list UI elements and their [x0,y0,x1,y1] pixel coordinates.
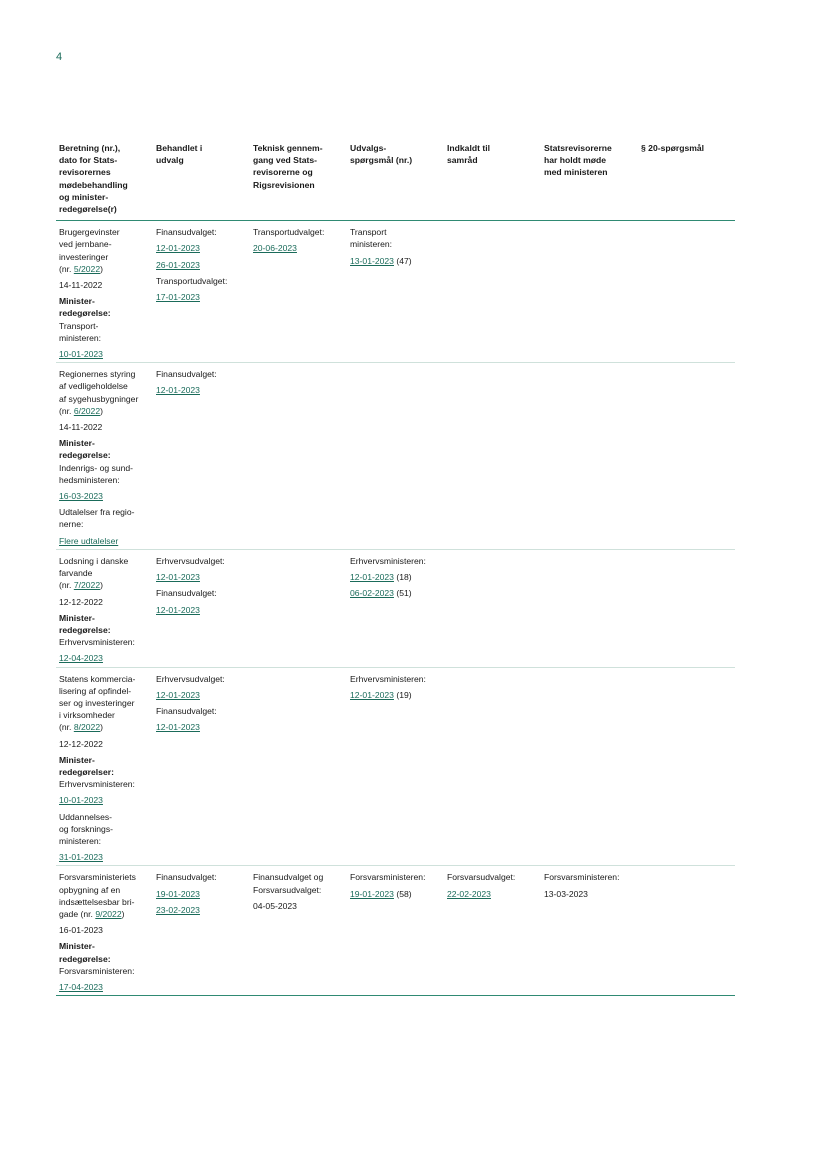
statement-link [59,652,151,664]
committee-label: Erhvervsudvalget: [156,555,225,566]
column-header [56,142,153,221]
report-number: (nr. 8/2022) [59,722,103,733]
date-link[interactable]: 23-02-2023 [156,904,200,915]
column-header-line: revisorerne og [253,167,313,178]
technical-text: 04-05-2023 [253,900,297,911]
meeting-cell [541,667,638,866]
questions-text: ministeren: [350,239,393,250]
report-date: 14-11-2022 [59,422,103,433]
question-date-link[interactable]: 12-01-2023 [350,689,394,700]
committee-date [156,689,248,701]
question-number: (19) [396,689,412,700]
committee-date [156,904,248,916]
questions-text: Erhvervsministeren: [350,673,426,684]
questions-cell [347,221,444,363]
date-link[interactable]: 12-04-2023 [59,653,103,664]
statement-text: Udtalelser fra regio- [59,507,135,518]
statement-text: og forsknings- [59,823,113,834]
report-title-line: Brugergevinster [59,227,120,238]
question-date-link[interactable]: 06-02-2023 [350,588,394,599]
samraad-cell [444,363,541,550]
meeting-cell [541,221,638,363]
report-date: 12-12-2022 [59,738,103,749]
report-title-line: indsættelsesbar bri- [59,896,135,907]
report-number: (nr. 7/2022) [59,580,103,591]
date-link[interactable]: 10-01-2023 [59,795,103,806]
statement-heading: redegørelse: [59,308,111,319]
question-entry [350,571,442,583]
committee-date [156,571,248,583]
question-number: (58) [396,888,412,899]
p20-cell [638,549,735,667]
column-header-line: mødebehandling [59,179,128,190]
committee-cell [153,221,250,363]
report-cell [56,866,153,996]
technical-cell [250,221,347,363]
question-number: (51) [396,588,412,599]
date-link[interactable]: 12-01-2023 [156,572,200,583]
statement-text: Indenrigs- og sund- [59,462,134,473]
questions-text: Forsvarsministeren: [350,872,426,883]
column-header-line: med ministeren [544,167,608,178]
report-title-line: investeringer [59,251,109,262]
technical-text: Forsvarsudvalget: [253,884,322,895]
questions-cell [347,363,444,550]
samraad-date [447,888,539,900]
question-date-link[interactable]: 19-01-2023 [350,888,394,899]
report-number-link[interactable]: 8/2022 [73,722,101,733]
technical-text: Transportudvalget: [253,227,325,238]
statement-link [59,794,151,806]
table-header-row [56,142,735,221]
committee-date [156,291,248,303]
statement-link [59,851,151,863]
page-number: 4 [56,51,63,63]
report-title-line: opbygning af en [59,884,121,895]
table-body [56,221,735,996]
meeting-cell [541,549,638,667]
technical-text: Finansudvalget og [253,872,324,883]
column-header-line: gang ved Stats- [253,155,317,166]
committee-label: Finansudvalget: [156,227,217,238]
column-header [250,142,347,221]
date-link[interactable]: 17-01-2023 [156,292,200,303]
statement-heading: redegørelser: [59,766,114,777]
statement-heading: Minister- [59,438,95,449]
statement-heading: Minister- [59,296,95,307]
meeting-text: 13-03-2023 [544,888,588,899]
column-header-line: Teknisk gennem- [253,143,323,153]
samraad-cell [444,866,541,996]
table-row [56,667,735,866]
committee-label: Finansudvalget: [156,588,217,599]
committee-cell [153,866,250,996]
committee-cell [153,549,250,667]
report-number: (nr. 5/2022) [59,263,103,274]
statement-heading: redegørelse: [59,624,111,635]
questions-cell [347,549,444,667]
questions-cell [347,866,444,996]
committee-date [156,604,248,616]
committee-cell [153,667,250,866]
committee-label: Transportudvalget: [156,275,228,286]
date-link[interactable]: 10-01-2023 [59,349,103,360]
statement-link [59,348,151,360]
column-header-line: samråd [447,155,478,166]
report-title-line: lisering af opfindel- [59,685,132,696]
statement-link [59,490,151,502]
committee-label: Erhvervsudvalget: [156,673,225,684]
report-title-line: Regionernes styring [59,369,136,380]
report-number-link[interactable]: 7/2022 [73,580,101,591]
report-number-link[interactable]: 5/2022 [73,263,101,274]
samraad-cell [444,667,541,866]
question-date-link[interactable]: 13-01-2023 [350,255,394,266]
column-header-line: § 20-spørgsmål [641,143,705,153]
column-header [153,142,250,221]
report-table [56,142,735,996]
question-entry [350,888,442,900]
question-date-link[interactable]: 12-01-2023 [350,572,394,583]
report-date: 16-01-2023 [59,925,103,936]
column-header-line: Beretning (nr.), [59,143,121,153]
samraad-text: Forsvarsudvalget: [447,872,516,883]
date-link[interactable]: 22-02-2023 [447,888,491,899]
column-header-line: dato for Stats- [59,155,118,166]
p20-cell [638,866,735,996]
statement-text: hedsministeren: [59,474,120,485]
questions-text: Transport [350,227,387,238]
statement-text: ministeren: [59,835,102,846]
committee-date [156,721,248,733]
p20-cell [638,221,735,363]
report-title-line: af sygehusbygninger [59,393,139,404]
column-header [541,142,638,221]
questions-text: Erhvervsministeren: [350,555,426,566]
report-number: (nr. 6/2022) [59,405,103,416]
date-link[interactable]: 31-01-2023 [59,852,103,863]
report-title-line: Lodsning i danske [59,555,129,566]
technical-cell [250,667,347,866]
statement-link [59,535,151,547]
statement-heading: redegørelse: [59,450,111,461]
report-title-line: af vedligeholdelse [59,381,128,392]
date-link[interactable]: 12-01-2023 [156,385,200,396]
report-title-line: Forsvarsministeriets [59,872,136,883]
statement-text: Transport- [59,320,99,331]
date-link[interactable]: 12-01-2023 [156,243,200,254]
column-header-line: Indkaldt til [447,143,490,153]
column-header-line: og minister- [59,191,109,202]
report-title-line: ser og investeringer [59,697,135,708]
technical-cell [250,866,347,996]
date-link[interactable]: 16-03-2023 [59,491,103,502]
statement-heading: Minister- [59,941,95,952]
statement-heading: Minister- [59,754,95,765]
report-number: gade (nr. 9/2022) [59,908,125,919]
report-cell [56,363,153,550]
date-link[interactable]: 17-04-2023 [59,981,103,992]
column-header-line: Statsrevisorerne [544,143,612,153]
column-header-line: har holdt møde [544,155,607,166]
date-link[interactable]: 20-06-2023 [253,243,297,254]
technical-cell [250,549,347,667]
statement-heading: redegørelse: [59,953,111,964]
meeting-text: Forsvarsministeren: [544,872,620,883]
technical-date [253,242,345,254]
statement-text: Erhvervsministeren: [59,637,135,648]
report-number-link[interactable]: 6/2022 [73,405,101,416]
committee-label: Finansudvalget: [156,872,217,883]
table-row [56,866,735,996]
committee-date [156,888,248,900]
statement-link [59,981,151,993]
question-entry [350,587,442,599]
column-header [444,142,541,221]
report-cell [56,667,153,866]
report-title-line: Statens kommercia- [59,673,136,684]
report-cell [56,549,153,667]
report-title-line: i virksomheder [59,710,115,721]
question-number: (18) [396,572,412,583]
committee-date [156,259,248,271]
date-link[interactable]: 19-01-2023 [156,888,200,899]
committee-label: Finansudvalget: [156,369,217,380]
committee-date [156,242,248,254]
committee-cell [153,363,250,550]
table-row [56,549,735,667]
column-header-line: redegørelse(r) [59,204,117,215]
committee-date [156,384,248,396]
report-title-line: ved jernbane- [59,239,112,250]
statement-text: Uddannelses- [59,811,113,822]
samraad-cell [444,221,541,363]
column-header-line: Udvalgs- [350,143,387,153]
report-cell [56,221,153,363]
meeting-cell [541,363,638,550]
report-date: 12-12-2022 [59,596,103,607]
date-link[interactable]: 12-01-2023 [156,722,200,733]
column-header [638,142,735,221]
question-number: (47) [396,255,412,266]
report-date: 14-11-2022 [59,280,103,291]
statement-text: nerne: [59,519,84,530]
statement-heading: Minister- [59,612,95,623]
column-header-line: udvalg [156,155,184,166]
date-link[interactable]: 26-01-2023 [156,259,200,270]
questions-cell [347,667,444,866]
samraad-cell [444,549,541,667]
technical-cell [250,363,347,550]
report-title-line: farvande [59,568,93,579]
question-entry [350,255,442,267]
table-row [56,221,735,363]
p20-cell [638,667,735,866]
report-number-link[interactable]: 9/2022 [95,908,122,919]
statement-text: Forsvarsministeren: [59,965,135,976]
date-link[interactable]: Flere udtalelser [59,535,119,546]
column-header [347,142,444,221]
column-header-line: spørgsmål (nr.) [350,155,413,166]
committee-label: Finansudvalget: [156,705,217,716]
column-header-line: Behandlet i [156,143,203,153]
table-row [56,363,735,550]
meeting-cell [541,866,638,996]
date-link[interactable]: 12-01-2023 [156,604,200,615]
p20-cell [638,363,735,550]
question-entry [350,689,442,701]
statement-text: Erhvervsministeren: [59,779,135,790]
statement-text: ministeren: [59,332,102,343]
column-header-line: revisorernes [59,167,111,178]
column-header-line: Rigsrevisionen [253,179,315,190]
date-link[interactable]: 12-01-2023 [156,689,200,700]
